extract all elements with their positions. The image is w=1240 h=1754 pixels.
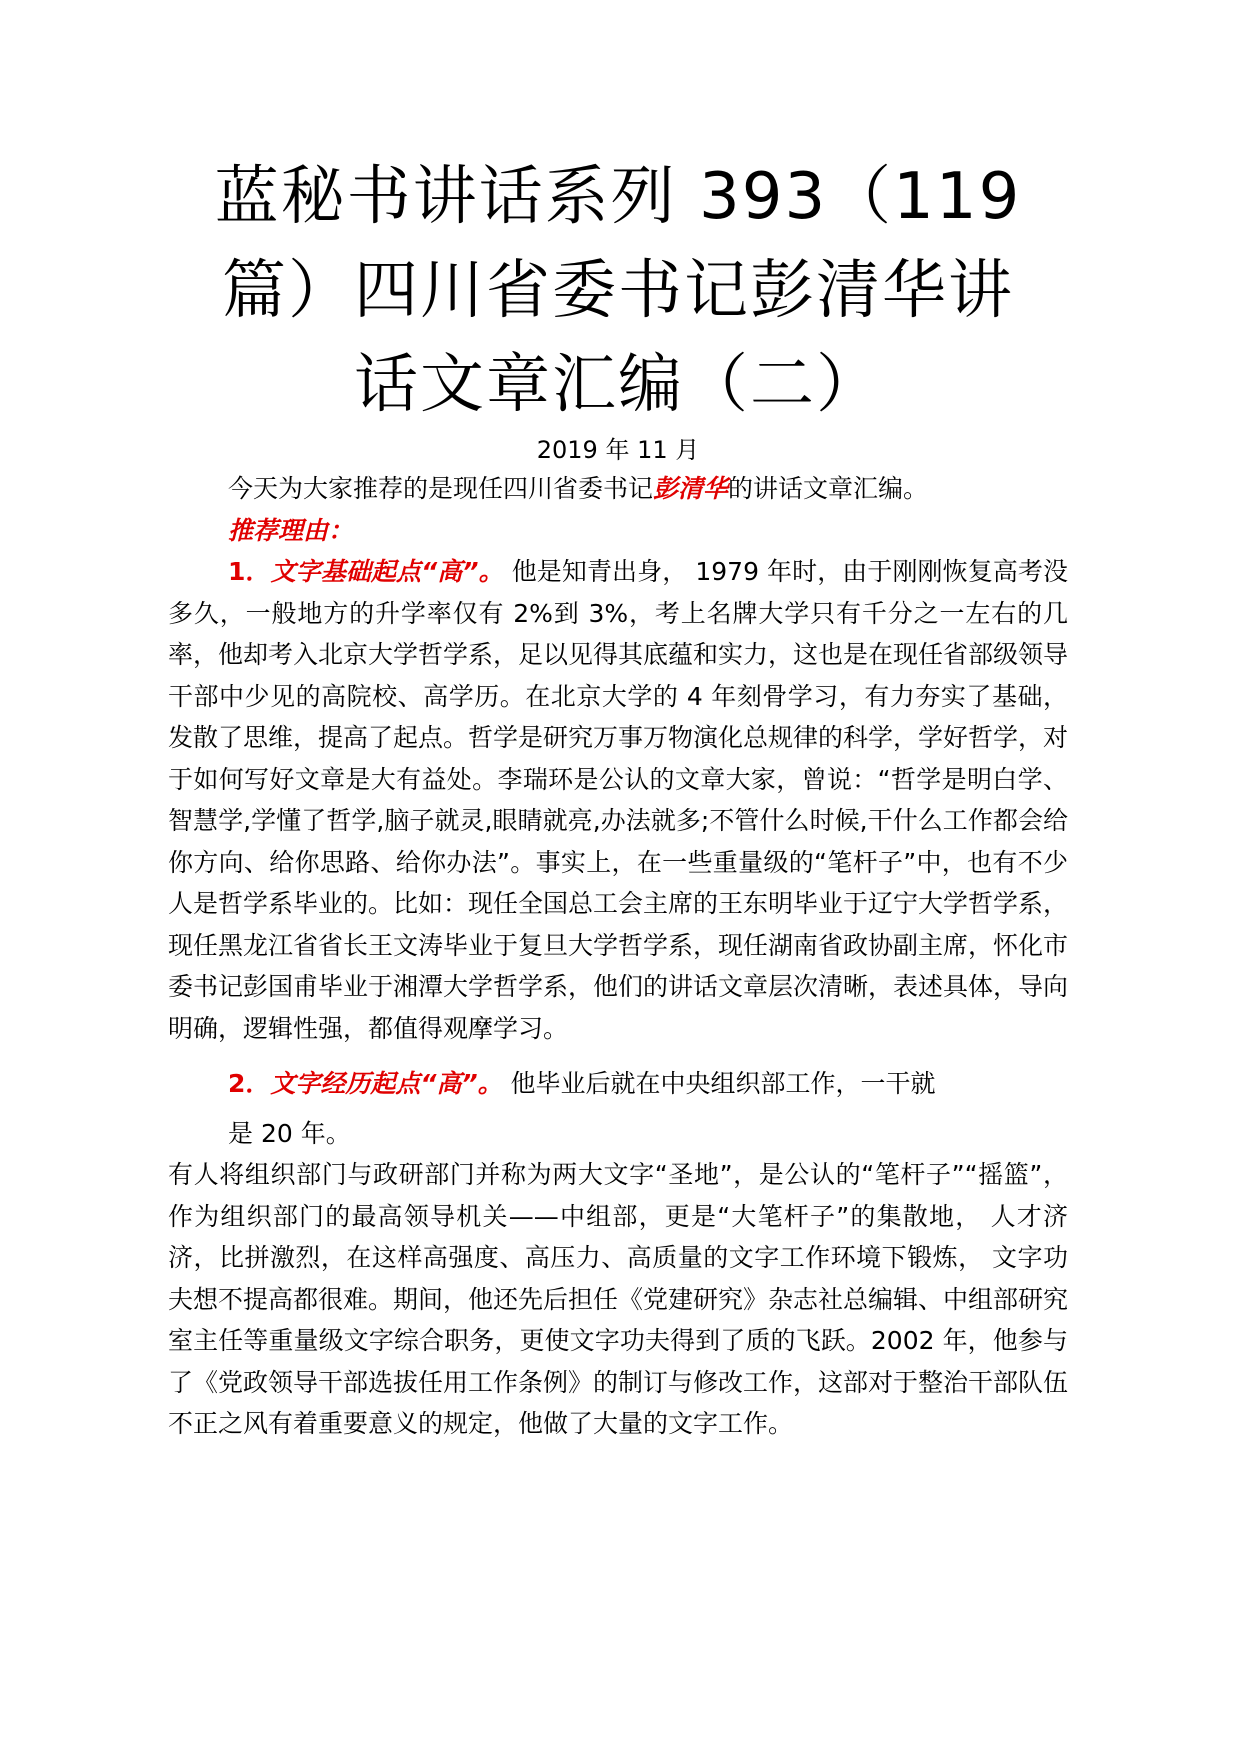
document-date: 2019 年 11 月: [536, 436, 700, 464]
title-line-2: 篇）四川省委书记彭清华讲: [222, 254, 1014, 328]
document-title: [168, 150, 1068, 432]
document-page: [168, 150, 1068, 1445]
point-1-paragraph: [168, 551, 1068, 1049]
point-2-continuation: 是 20 年。: [228, 1118, 351, 1148]
intro-paragraph: [168, 468, 1068, 510]
point-2-text-line1: 他毕业后就在中央组织部工作，一干就: [502, 1069, 936, 1098]
reason-heading: 推荐理由：: [228, 515, 354, 545]
title-line-3: 话文章汇编（二）: [354, 348, 882, 422]
point-2-paragraph: [168, 1063, 1068, 1105]
title-line-1: 蓝秘书讲话系列 393（119: [214, 160, 1022, 234]
point-1-number: 1．: [228, 557, 271, 586]
intro-highlight-name: 彭清华: [653, 474, 729, 503]
point-2-heading: 文字经历起点“高”。: [270, 1069, 503, 1098]
intro-text-before: 今天为大家推荐的是现任四川省委书记: [228, 474, 654, 503]
point-1-heading: 文字基础起点“高”。: [270, 557, 504, 586]
point-2-number: 2．: [228, 1069, 271, 1098]
paragraph-gap: [168, 1049, 1068, 1063]
point-2-body: 有人将组织部门与政研部门并称为两大文字“圣地”，是公认的“笔杆子”“摇篮”，作为组织部门的最高领导机关——中组部，更是“大笔杆子”的集散地， 人才济济，比拼激烈，在这样高强度、高压力、高质量的文字工作环境下锻炼， 文字功夫想不提高都很难。期间，他还先后担任《党建研究》杂志社总编辑、中组部研究室主任等重量级文字综合职务，更使文字功夫得到了质的飞跃。2002 年，他参与了《党政领导干部选拔任用工作条例》的制订与修改工作，这部对于整治干部队伍不正之风有着重要意义的规定，他做了大量的文字工作。: [168, 1160, 1069, 1438]
reason-heading-paragraph: [168, 510, 1068, 552]
intro-text-after: 的讲话文章汇编。: [728, 474, 929, 503]
point-1-text: 他是知青出身， 1979 年时，由于刚刚恢复高考没多久，一般地方的升学率仅有 2%到 3%，考上名牌大学只有千分之一左右的几率，他却考入北京大学哲学系，足以见得其底蕴和实力，这也是在现任省部级领导干部中少见的高院校、高学历。在北京大学的 4 年刻骨学习，有力夯实了基础，发散了思维，提高了起点。哲学是研究万事万物演化总规律的科学，学好哲学，对于如何写好文章是大有益处。李瑞环是公认的文章大家，曾说：“哲学是明白学、智慧学,学懂了哲学,脑子就灵,眼睛就亮,办法就多;不管什么时候,干什么工作都会给你方向、给你思路、给你办法”。事实上，在一些重量级的“笔杆子”中，也有不少人是哲学系毕业的。比如：现任全国总工会主席的王东明毕业于辽宁大学哲学系，现任黑龙江省省长王文涛毕业于复旦大学哲学系，现任湖南省政协副主席，怀化市委书记彭国甫毕业于湘潭大学哲学系，他们的讲话文章层次清晰，表述具体，导向明确，逻辑性强，都值得观摩学习。: [168, 557, 1069, 1043]
